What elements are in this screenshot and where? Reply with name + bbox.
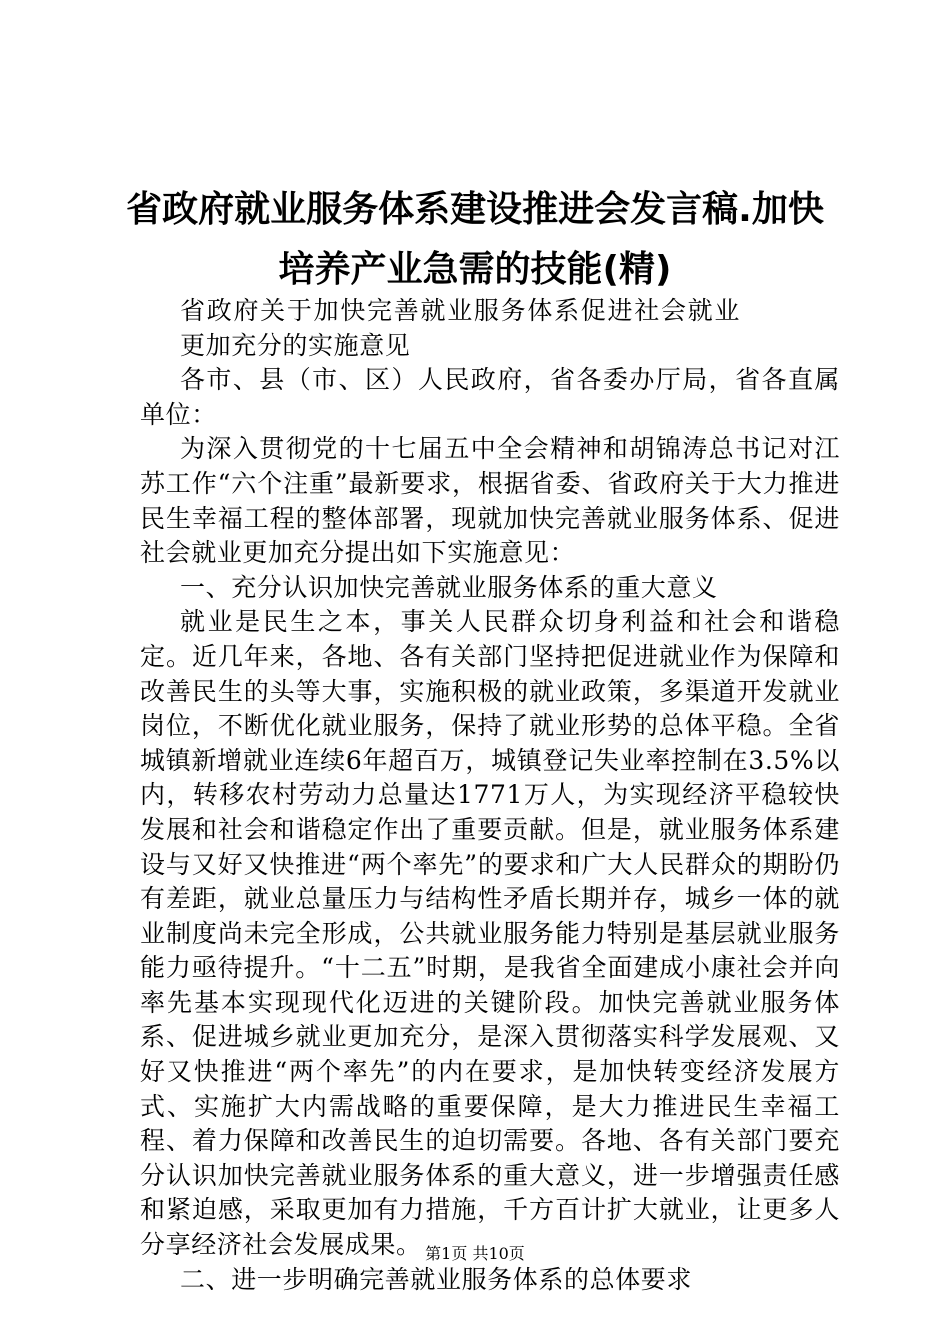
section-heading-2: 二、进一步明确完善就业服务体系的总体要求: [180, 1264, 693, 1294]
section-heading-1: 一、充分认识加快完善就业服务体系的重大意义: [180, 572, 718, 602]
document-body: [140, 294, 840, 1297]
intro-paragraph: 为深入贯彻党的十七届五中全会精神和胡锦涛总书记对江苏工作“六个注重”最新要求，根据省委、省政府关于大力推进民生幸福工程的整体部署，现就加快完善就业服务体系、促进社会就业更加充分提出如下实施意见：: [140, 434, 840, 568]
section-1-paragraph: 就业是民生之本，事关人民群众切身利益和社会和谐稳定。近几年来，各地、各有关部门坚持把促进就业作为保障和改善民生的头等大事，实施积极的就业政策，多渠道开发就业岗位，不断优化就业服务，保持了就业形势的总体平稳。全省城镇新增就业连续6年超百万，城镇登记失业率控制在3.5%以内，转移农村劳动力总量达1771万人，为实现经济平稳较快发展和社会和谐稳定作出了重要贡献。但是，就业服务体系建设与又好又快推进“两个率先”的要求和广大人民群众的期盼仍有差距，就业总量压力与结构性矛盾长期并存，城乡一体的就业制度尚未完全形成，公共就业服务能力特别是基层就业服务能力亟待提升。“十二五”时期，是我省全面建成小康社会并向率先基本实现现代化迈进的关键阶段。加快完善就业服务体系、促进城乡就业更加充分，是深入贯彻落实科学发展观、又好又快推进“两个率先”的内在要求，是加快转变经济发展方式、实施扩大内需战略的重要保障，是大力推进民生幸福工程、着力保障和改善民生的迫切需要。各地、各有关部门要充分认识加快完善就业服务体系的重大意义，进一步增强责任感和紧迫感，采取更加有力措施，千方百计扩大就业，让更多人分享经济社会发展成果。: [140, 607, 840, 1260]
addressee-paragraph: 各市、县（市、区）人民政府，省各委办厅局，省各直属单位：: [140, 365, 840, 429]
page-number-footer: 第1页 共10页: [425, 1244, 525, 1263]
document-title: 省政府就业服务体系建设推进会发言稿.加快培养产业急需的技能(精): [126, 189, 824, 290]
subtitle-paragraph: 省政府关于加快完善就业服务体系促进社会就业更加充分的实施意见: [180, 296, 740, 360]
